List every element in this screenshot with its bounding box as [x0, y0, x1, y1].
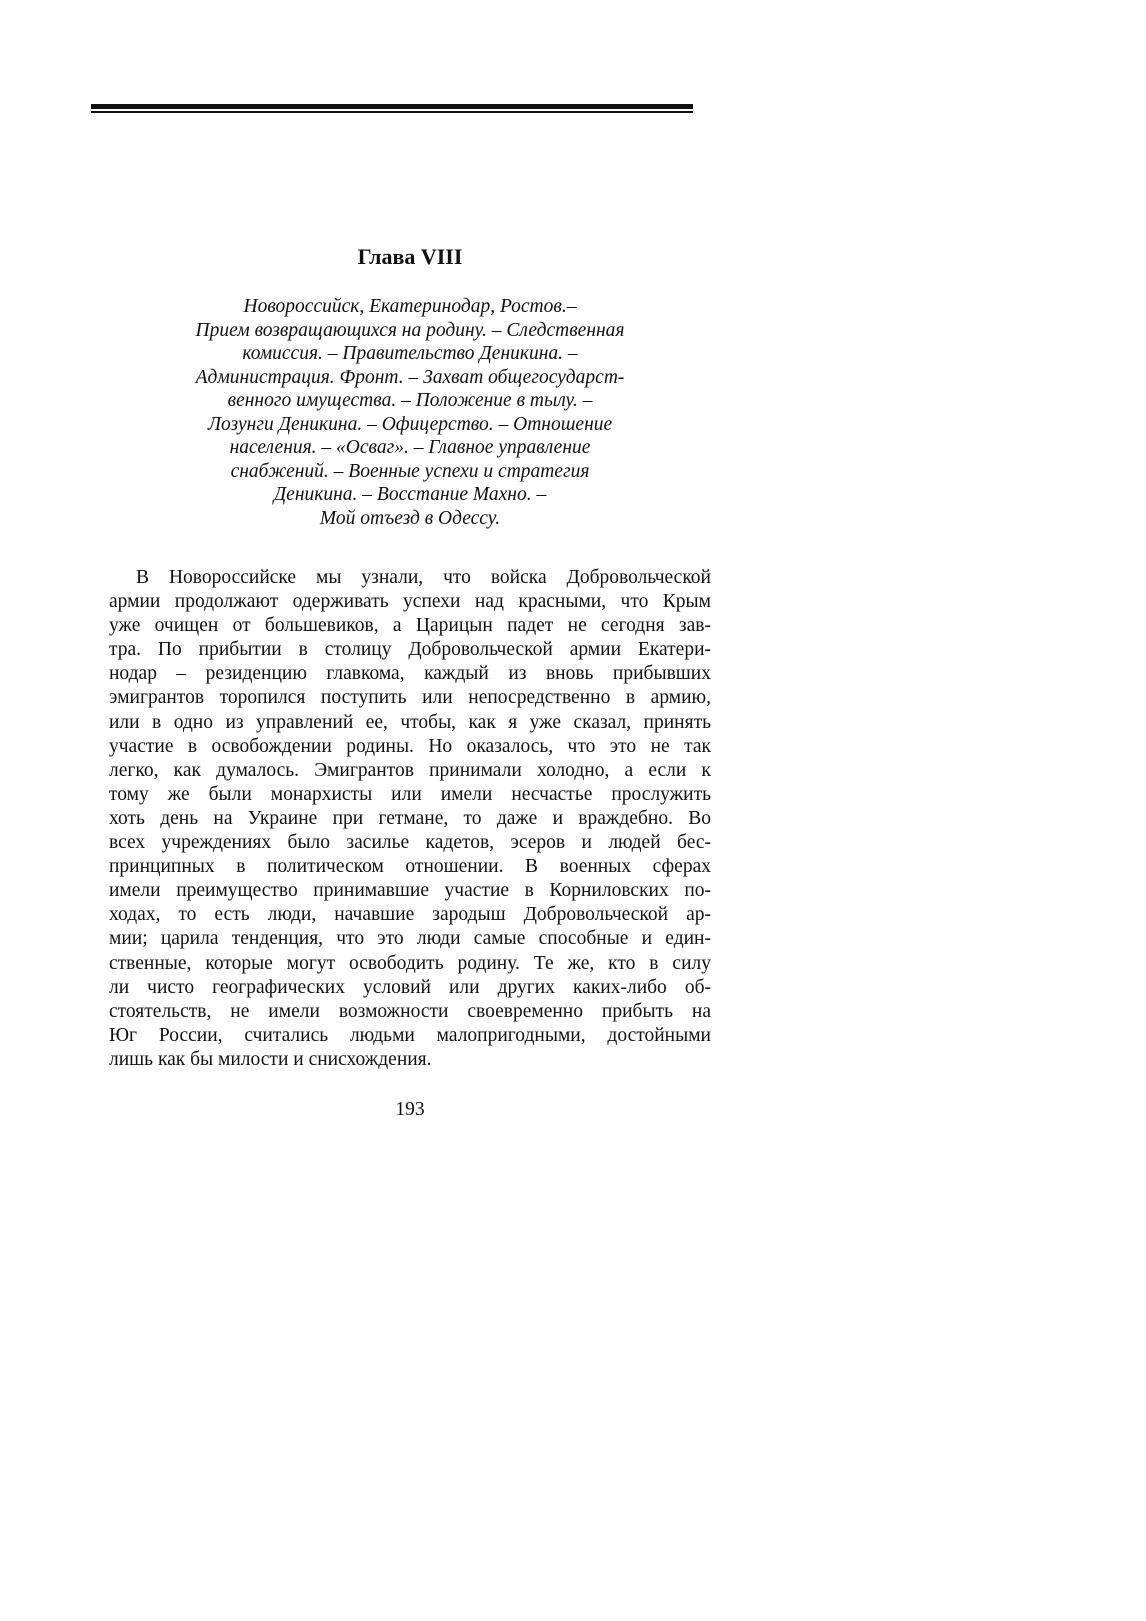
body-line: тра. По прибытии в столицу Добровольческой армии Екатери-: [109, 639, 711, 661]
body-line: всех учреждениях было засилье кадетов, эсеров и людей бес-: [109, 832, 711, 854]
summary-line: комиссия. – Правительство Деникина. –: [242, 343, 578, 364]
body-line: лишь как бы милости и снисхождения.: [109, 1048, 432, 1070]
body-line: ственные, которые могут освободить родину. Те же, кто в силу: [109, 952, 711, 974]
body-line: легко, как думалось. Эмигрантов принимали холодно, а если к: [109, 759, 711, 781]
summary-line: Администрация. Фронт. – Захват общегосударст-: [195, 366, 625, 388]
page-number: 193: [395, 1099, 425, 1120]
body-line: ли чисто географических условий или других каких-либо об-: [109, 976, 711, 998]
summary-line: снабжений. – Военные успехи и стратегия: [230, 460, 590, 482]
body-line: Юг России, считались людьми малопригодными, достойными: [109, 1024, 711, 1046]
body-line: имели преимущество принимавшие участие в Корниловских по-: [109, 880, 711, 902]
summary-line: Прием возвращающихся на родину. – Следственная: [195, 319, 625, 341]
body-line: или в одно из управлений ее, чтобы, как я уже сказал, принять: [109, 711, 711, 733]
summary-line: населения. – «Осваг». – Главное управление: [229, 437, 591, 458]
body-line: армии продолжают одерживать успехи над красными, что Крым: [109, 591, 711, 613]
body-line: принципных в политическом отношении. В военных сферах: [109, 856, 711, 878]
body-line: уже очищен от большевиков, а Царицын падет не сегодня зав-: [109, 615, 711, 637]
summary-line: Деникина. – Восстание Махно. –: [273, 484, 547, 505]
body-line: ходах, то есть люди, начавшие зародыш Добровольческой ар-: [109, 904, 711, 926]
body-line: хоть день на Украине при гетмане, то даже и враждебно. Во: [109, 807, 711, 829]
header-rule-thick: [91, 104, 693, 109]
body-line: тому же были монархисты или имели несчастье прослужить: [109, 783, 711, 805]
summary-line: Новороссийск, Екатеринодар, Ростов.–: [243, 296, 577, 317]
body-line: нодар – резиденцию главкома, каждый из вновь прибывших: [109, 663, 711, 685]
header-double-rule: [91, 104, 693, 113]
chapter-summary: [150, 295, 670, 530]
summary-line: венного имущества. – Положение в тылу. –: [227, 390, 593, 411]
body-line: В Новороссийске мы узнали, что войска Добровольческой: [136, 567, 711, 588]
body-line: мии; царила тенденция, что это люди самые способные и един-: [109, 928, 711, 950]
header-rule-thin: [91, 111, 693, 113]
body-line: стоятельств, не имели возможности своевременно прибыть на: [109, 1000, 711, 1022]
summary-line: Лозунги Деникина. – Офицерство. – Отношение: [207, 413, 613, 435]
summary-line: Мой отъезд в Одессу.: [319, 507, 501, 529]
body-line: эмигрантов торопился поступить или непосредственно в армию,: [109, 687, 711, 709]
chapter-title: Глава VIII: [357, 244, 463, 269]
body-line: участие в освобождении родины. Но оказалось, что это не так: [109, 735, 711, 757]
body-paragraph: [109, 566, 711, 1072]
